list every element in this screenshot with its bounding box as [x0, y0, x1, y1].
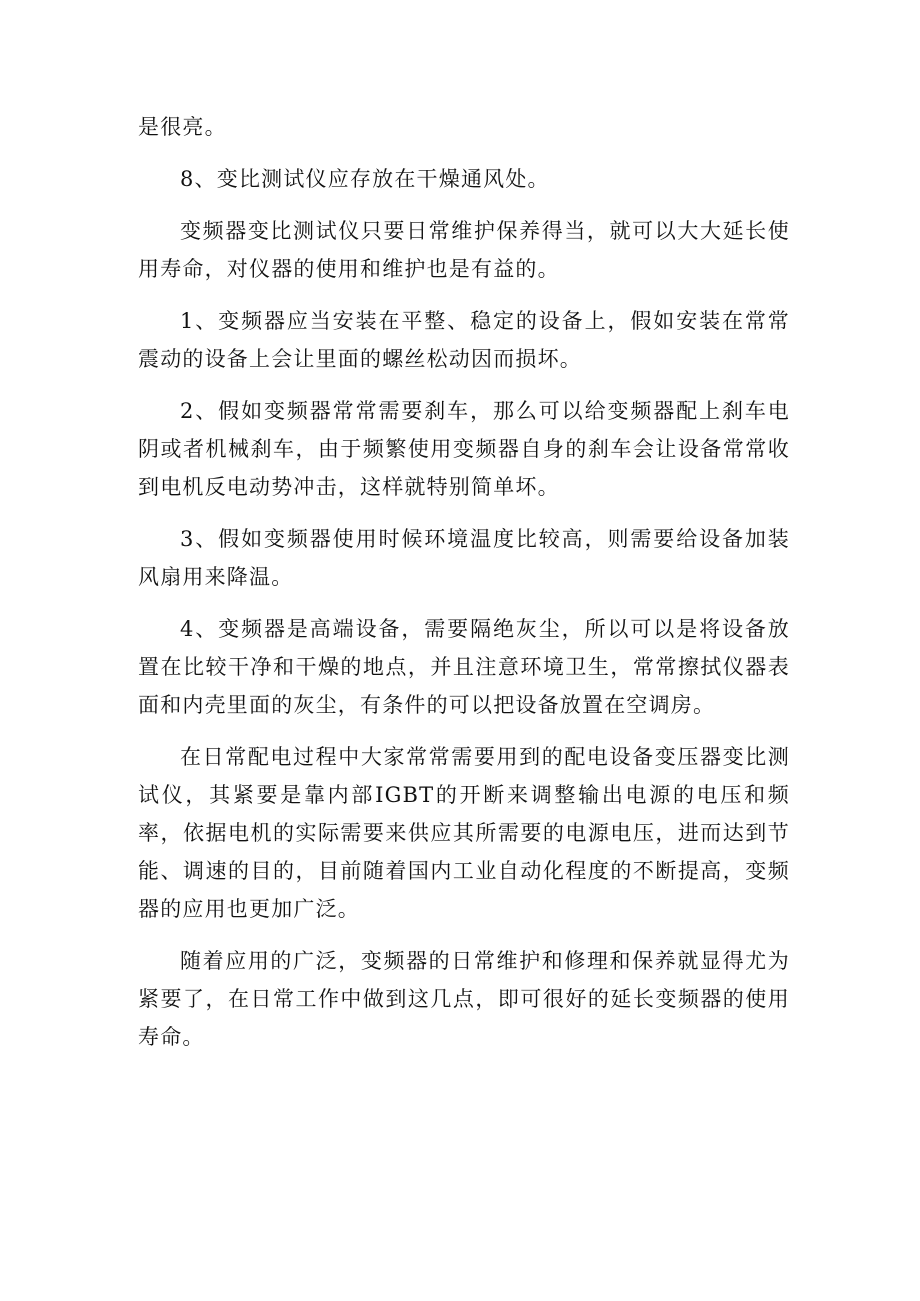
paragraph-item-1: 1、变频器应当安装在平整、稳定的设备上，假如安装在常常震动的设备上会让里面的螺丝松动因而损坏。 — [138, 309, 790, 371]
paragraph-item-3: 3、假如变频器使用时候环境温度比较高，则需要给设备加装风扇用来降温。 — [138, 527, 790, 589]
paragraph-intro: 变频器变比测试仪只要日常维护保养得当，就可以大大延长使用寿命，对仪器的使用和维护也是有益的。 — [138, 219, 790, 281]
paragraph-item-4: 4、变频器是高端设备，需要隔绝灰尘，所以可以是将设备放置在比较干净和干燥的地点，并且注意环境卫生，常常擦拭仪器表面和内壳里面的灰尘，有条件的可以把设备放置在空调房。 — [138, 617, 790, 717]
paragraph-conclusion: 随着应用的广泛，变频器的日常维护和修理和保养就显得尤为紧要了，在日常工作中做到这几点，即可很好的延长变频器的使用寿命。 — [138, 949, 790, 1049]
paragraph-item-2: 2、假如变频器常常需要刹车，那么可以给变频器配上刹车电阴或者机械刹车，由于频繁使用变频器自身的刹车会让设备常常收到电机反电动势冲击，这样就特别简单坏。 — [138, 399, 790, 499]
paragraph-item-8: 8、变比测试仪应存放在干燥通风处。 — [180, 167, 550, 191]
paragraph-background: 在日常配电过程中大家常常需要用到的配电设备变压器变比测试仪，其紧要是靠内部IGBT的开断来调整输出电源的电压和频率，依据电机的实际需要来供应其所需要的电源电压，进而达到节能、调速的目的，目前随着国内工业自动化程度的不断提高，变频器的应用也更加广泛。 — [138, 745, 790, 921]
paragraph-continuation: 是很亮。 — [138, 115, 227, 139]
document-body — [138, 108, 790, 1070]
